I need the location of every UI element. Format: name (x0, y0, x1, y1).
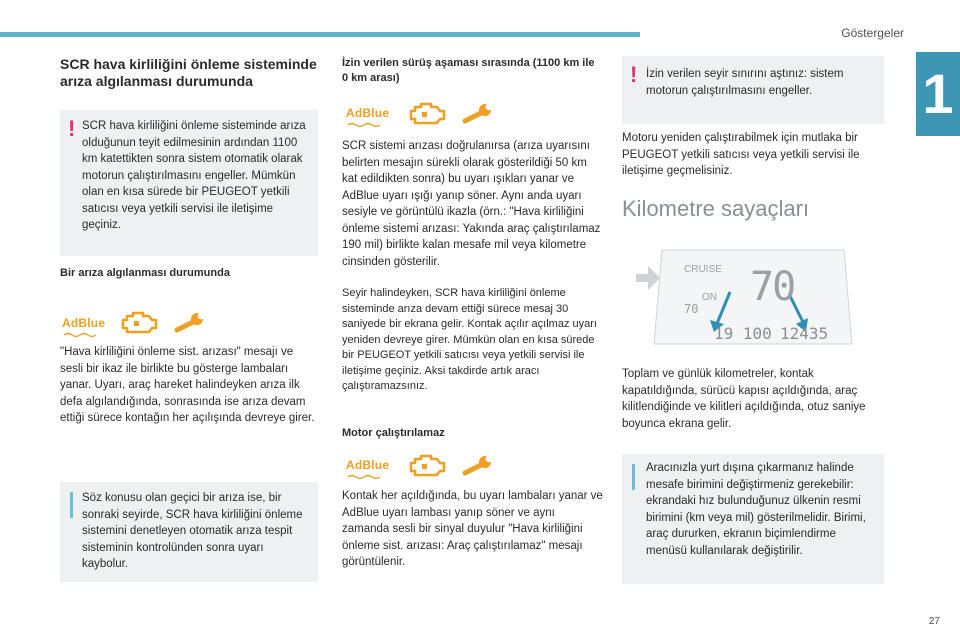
left-warning-lights (62, 310, 207, 341)
info-icon (632, 464, 635, 490)
right-warning-text: İzin verilen seyir sınırını aştınız: sistem motorun çalıştırılmasını engeller. (646, 68, 844, 97)
right-body-1: Motoru yeniden çalıştırabilmek için mutlaka bir PEUGEOT yetkili satıcısı veya yetkili servisi ile iletişime geçmelisiniz. (622, 132, 860, 177)
speed-readout: 70 (750, 264, 795, 310)
adblue-icon: AdBlue (342, 100, 393, 132)
left-subhead: Bir arıza algılanması durumunda (60, 267, 230, 279)
adblue-icon: AdBlue (342, 452, 393, 484)
right-body-2: Toplam ve günlük kilometreler, kontak kapatıldığında, sürücü kapısı açıldığında, araç kilitlendiğinde ve kilitleri açıldığında, otuz saniye boyunca ekrana gelir. (622, 368, 866, 430)
info-icon (70, 492, 73, 518)
right-warning-box (622, 56, 884, 124)
middle-subhead-2: Motor çalıştırılamaz (342, 427, 445, 439)
left-title: SCR hava kirliliğini önleme sisteminde arıza algılanması durumunda (60, 56, 317, 89)
wrench-icon (461, 454, 495, 483)
left-info-text: Söz konusu olan geçici bir arıza ise, bir sonraki seyirde, SCR hava kirliliğini önleme sistemini denetleyen otomatik arıza tespit sisteminin kontrolünden sonra uyarı kaybolur. (82, 492, 303, 570)
left-warning-text: SCR hava kirliliğini önleme sisteminde arıza olduğunun teyit edilmesinin ardından 1100 km katettikten sonra sistem otomatik olarak motorun çalıştırılmasını engeller. Mümkün olan en kısa sürede bir PEUGEOT yetkili satıcısı veya yetkili servisi ile iletişime geçiniz. (82, 120, 306, 231)
cruise-label: CRUISE (684, 264, 722, 275)
engine-icon (407, 453, 447, 484)
warning-icon: ! (630, 62, 638, 87)
middle-warning-lights-1 (342, 100, 495, 132)
instrument-cluster (622, 244, 884, 350)
left-column (60, 56, 318, 90)
trip-odometer: 19 100 (714, 324, 772, 343)
right-title: Kilometre sayaçları (622, 196, 810, 221)
middle-body-3: Kontak her açıldığında, bu uyarı lambaları yanar ve AdBlue uyarı lambası yanıp söner ve aynı zamanda sesli bir sinyal duyulur "Hava kirliliğini önleme sist. arızası: Araç çalıştırılamaz" mesajı görüntülenir. (342, 490, 603, 568)
warning-icon: ! (68, 116, 76, 141)
engine-icon (119, 310, 159, 341)
adblue-icon: AdBlue (62, 314, 105, 338)
left-body: "Hava kirliliğini önleme sist. arızası" mesajı ve sesli bir ikaz ile birlikte bu gösterge lambaları yanar. Uyarı, araç hareket halindeyken arıza ilk defa algılandığında, sonrasında ise arıza devam ettiği sürece kontağın her açılışında devreye girer. (60, 346, 315, 424)
left-info-box (60, 482, 318, 582)
top-rule (0, 32, 640, 37)
wrench-icon (461, 102, 495, 131)
wrench-icon (173, 311, 207, 340)
middle-subhead-1: İzin verilen sürüş aşaması sırasında (1100 km ile 0 km arası) (342, 57, 595, 84)
set-speed: 70 (684, 302, 699, 316)
middle-body-1: SCR sistemi arızası doğrulanırsa (arıza uyarısını belirten mesajın sürekli olarak gösterildiği 50 km kat edildikten sonra) bu uyarı ışıkları yanar ve AdBlue uyarı ışığı yanıp söner. Aynı anda uyarı sesiyle ve görüntülü ikazla (örn.: "Hava kirliliğini önleme sistemi arızası: Yakında araç çalıştırılamaz 190 mil) birlikte kalan mesafe mil veya kilometre cinsinden gösterilir. (342, 140, 601, 268)
section-title: Göstergeler (841, 26, 904, 40)
left-warning-box (60, 110, 318, 256)
total-odometer: 12435 (780, 324, 829, 343)
right-info-box (622, 454, 884, 584)
middle-warning-lights-2 (342, 452, 495, 484)
page-number: 27 (928, 616, 940, 627)
engine-icon (407, 101, 447, 132)
right-info-text: Aracınızla yurt dışına çıkarmanız halinde mesafe birimini değiştirmeniz gerekebilir: ekrandaki hız bulunduğunuz ülkenin resmi birimini (km veya mil) gösterilmelidir. Birimi, araç dururken, ekranın biçimlendirme menüsü kullanılarak değiştirilir. (646, 462, 866, 557)
middle-body-2: Seyir halindeyken, SCR hava kirliliğini önleme sisteminde arıza devam ettiği sürece mesaj 30 saniyede bir ekrana gelir. Kontak açılır açılmaz uyarı yeniden devreye girer. Mümkün olan en kısa sürede bir PEUGEOT yetkili satıcısı veya yetkili servisi ile iletişime geçiniz. Aksi takdirde artık aracı çalıştıramazsınız. (342, 287, 597, 392)
on-label: ON (702, 292, 717, 303)
chapter-tab: 1 (916, 52, 960, 136)
